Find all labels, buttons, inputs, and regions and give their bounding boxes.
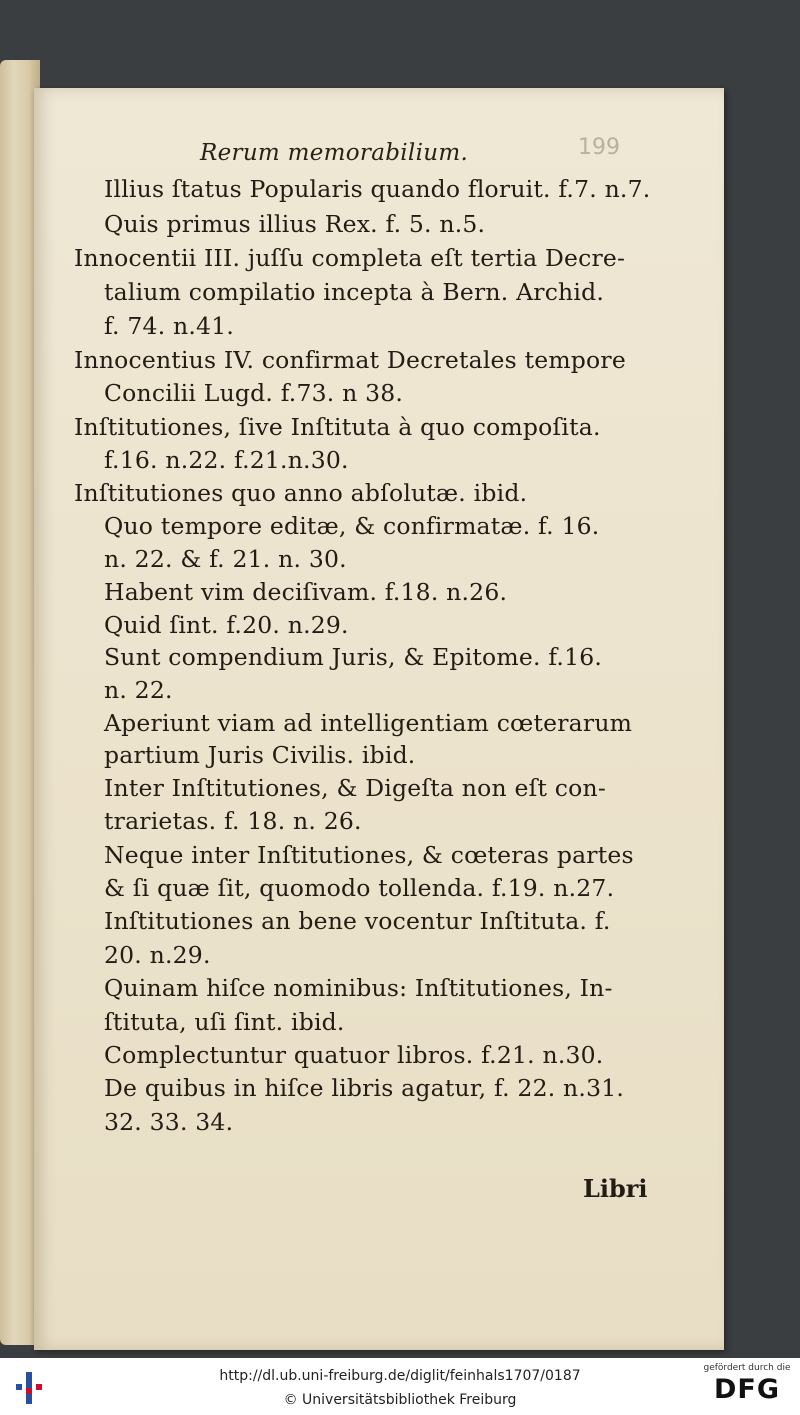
index-line: ſtituta, uſi ſint. ibid. bbox=[104, 1008, 345, 1036]
index-line: 32. 33. 34. bbox=[104, 1108, 234, 1136]
index-line: Inter Inſtitutiones, & Digeſta non eſt con- bbox=[104, 774, 606, 802]
index-line: De quibus in hiſce libris agatur, f. 22. n.31. bbox=[104, 1074, 625, 1102]
sponsor-text: gefördert durch die bbox=[703, 1363, 791, 1373]
index-line: f.16. n.22. f.21.n.30. bbox=[104, 446, 349, 474]
index-line: Innocentii III. juſſu completa eſt tertia Decre- bbox=[74, 244, 626, 272]
copyright-notice: © Universitätsbibliothek Freiburg bbox=[283, 1392, 517, 1408]
index-line: Inſtitutiones an bene vocentur Inſtituta. f. bbox=[104, 907, 611, 935]
index-line: Aperiunt viam ad intelligentiam cœterarum bbox=[104, 709, 633, 737]
index-line: Quid ſint. f.20. n.29. bbox=[104, 611, 349, 639]
index-line: Inſtitutiones, ſive Inſtituta à quo compoſita. bbox=[74, 413, 601, 441]
index-line: Neque inter Inſtitutiones, & cœteras partes bbox=[104, 841, 634, 869]
viewer-footer bbox=[0, 1358, 800, 1415]
catchword: Libri bbox=[583, 1174, 648, 1203]
index-line: f. 74. n.41. bbox=[104, 312, 235, 340]
index-line: Inſtitutiones quo anno abſolutæ. ibid. bbox=[74, 479, 528, 507]
running-head: Rerum memorabilium. bbox=[200, 140, 469, 166]
index-line: Habent vim deciſivam. f.18. n.26. bbox=[104, 578, 508, 606]
index-line: talium compilatio incepta à Bern. Archid. bbox=[104, 278, 605, 306]
page-number: 199 bbox=[578, 135, 620, 160]
index-line: Quis primus illius Rex. f. 5. n.5. bbox=[104, 210, 486, 238]
index-line: trarietas. f. 18. n. 26. bbox=[104, 807, 362, 835]
index-line: n. 22. & f. 21. n. 30. bbox=[104, 545, 347, 573]
index-line: Concilii Lugd. f.73. n 38. bbox=[104, 379, 404, 407]
index-line: & ſi quæ ſit, quomodo tollenda. f.19. n.27. bbox=[104, 874, 615, 902]
dfg-logo: DFG bbox=[713, 1374, 781, 1405]
index-line: Quo tempore editæ, & confirmatæ. f. 16. bbox=[104, 512, 600, 540]
index-line: n. 22. bbox=[104, 676, 173, 704]
index-line: Sunt compendium Juris, & Epitome. f.16. bbox=[104, 643, 603, 671]
index-line: Quinam hiſce nominibus: Inſtitutiones, In- bbox=[104, 974, 613, 1002]
sponsor-block bbox=[702, 1363, 792, 1405]
index-line: Illius ſtatus Popularis quando floruit. f.7. n.7. bbox=[104, 175, 651, 203]
index-line: partium Juris Civilis. ibid. bbox=[104, 741, 416, 769]
index-line: Innocentius IV. confirmat Decretales tempore bbox=[74, 346, 626, 374]
index-line: 20. n.29. bbox=[104, 941, 211, 969]
permalink-url[interactable]: http://dl.ub.uni-freiburg.de/diglit/feinhals1707/0187 bbox=[219, 1368, 581, 1384]
index-line: Complectuntur quatuor libros. f.21. n.30. bbox=[104, 1041, 604, 1069]
